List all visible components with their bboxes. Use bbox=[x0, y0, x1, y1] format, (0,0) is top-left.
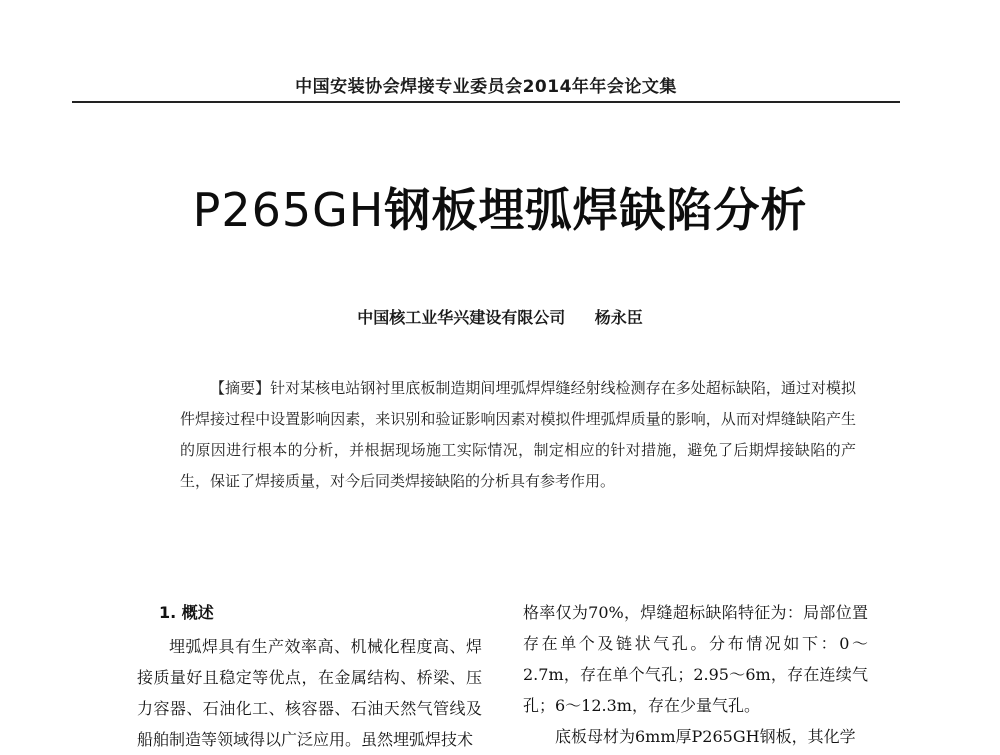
affiliation: 中国核工业华兴建设有限公司 bbox=[357, 308, 566, 327]
byline bbox=[0, 305, 1000, 328]
body-paragraph: 埋弧焊具有生产效率高、机械化程度高、焊接质量好且稳定等优点，在金属结构、桥梁、压力容器、石油化工、核容器、石油天然气管线及船舶制造等领域得以广泛应用。虽然埋弧焊技术 bbox=[137, 637, 482, 749]
section-heading: 1. 概述 bbox=[159, 603, 214, 622]
paper-title-latin: P265GH bbox=[192, 183, 385, 237]
right-column bbox=[523, 597, 868, 752]
running-header: 中国安装协会焊接专业委员会2014年年会论文集 bbox=[295, 77, 677, 97]
header-rule bbox=[72, 101, 900, 103]
body-paragraph-next: 底板母材为6mm厚P265GH钢板，其化学 bbox=[555, 727, 856, 746]
left-column bbox=[137, 597, 482, 755]
author: 杨永臣 bbox=[594, 308, 643, 327]
body-paragraph-continued: 格率仅为70%，焊缝超标缺陷特征为：局部位置存在单个及链状气孔。分布情况如下：0～2.7m，存在单个气孔；2.95～6m，存在连续气孔；6～12.3m，存在少量气孔。 bbox=[523, 603, 868, 715]
paper-title bbox=[0, 183, 1000, 238]
abstract: 【摘要】针对某核电站钢衬里底板制造期间埋弧焊焊缝经射线检测存在多处超标缺陷，通过对模拟件焊接过程中设置影响因素，来识别和验证影响因素对模拟件埋弧焊质量的影响，从而对焊缝缺陷产生的原因进行根本的分析，并根据现场施工实际情况，制定相应的针对措施，避免了后期焊接缺陷的产生，保证了焊接质量，对今后同类焊接缺陷的分析具有参考作用。 bbox=[180, 379, 856, 490]
paper-title-cjk: 钢板埋弧焊缺陷分析 bbox=[384, 183, 808, 237]
